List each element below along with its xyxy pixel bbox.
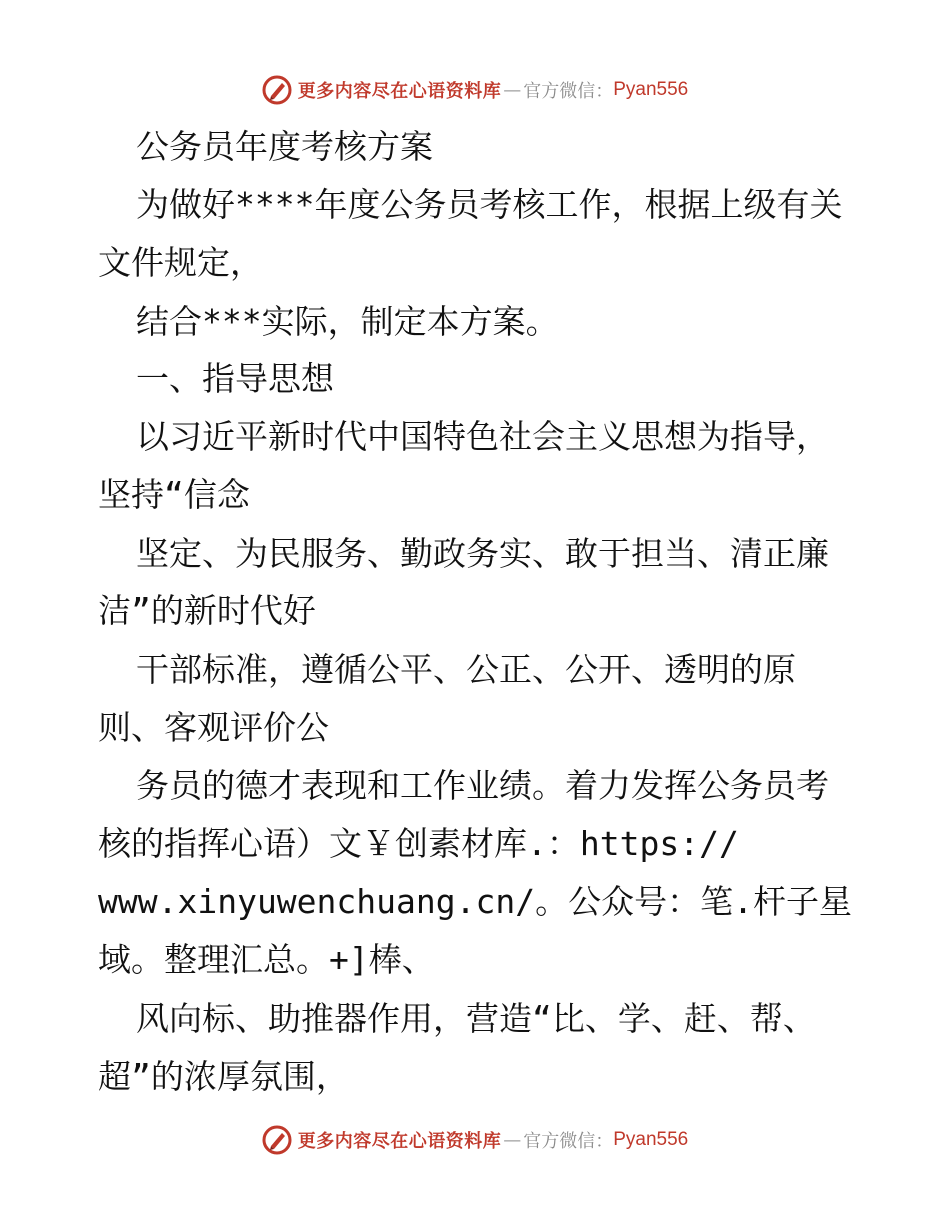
pen-logo-icon <box>262 1125 292 1155</box>
paragraph-line: 坚持“信念 <box>98 475 250 514</box>
paragraph-line: 核的指挥心语）文￥创素材库.：https:// <box>98 824 739 863</box>
paragraph-line: 洁”的新时代好 <box>98 591 316 630</box>
paragraph-line: 超”的浓厚氛围， <box>98 1057 349 1096</box>
banner-dash: — <box>503 79 522 101</box>
paragraph-line: 为做好****年度公务员考核工作，根据上级有关 <box>136 185 843 224</box>
section-heading: 一、指导思想 <box>136 359 334 398</box>
banner-wechat-id: Pyan556 <box>613 79 689 100</box>
banner-dash: — <box>503 1129 522 1151</box>
paragraph-line: 务员的德才表现和工作业绩。着力发挥公务员考 <box>136 766 829 805</box>
paragraph-line: 风向标、助推器作用，营造“比、学、赶、帮、 <box>136 999 816 1038</box>
paragraph-line: 结合***实际，制定本方案。 <box>136 302 559 341</box>
paragraph-line: 文件规定， <box>98 243 263 282</box>
banner-wechat-label: 官方微信： <box>523 1131 614 1152</box>
banner-slogan: 更多内容尽在心语资料库 <box>297 1131 502 1152</box>
header-banner <box>0 70 950 110</box>
paragraph-line: 域。整理汇总。+]棒、 <box>98 940 435 979</box>
paragraph-line: www.xinyuwenchuang.cn/。公众号：笔.杆子星 <box>98 882 852 921</box>
banner-wechat-label: 官方微信： <box>523 81 614 102</box>
footer-banner <box>0 1120 950 1160</box>
paragraph-line: 干部标准，遵循公平、公正、公开、透明的原 <box>136 650 796 689</box>
banner-wechat-id: Pyan556 <box>613 1129 689 1150</box>
pen-logo-icon <box>262 75 292 105</box>
paragraph-line: 坚定、为民服务、勤政务实、敢于担当、清正廉 <box>136 534 829 573</box>
banner-slogan: 更多内容尽在心语资料库 <box>297 81 502 102</box>
document-title: 公务员年度考核方案 <box>136 127 433 166</box>
paragraph-line: 则、客观评价公 <box>98 708 329 747</box>
paragraph-line: 以习近平新时代中国特色社会主义思想为指导， <box>136 417 829 456</box>
